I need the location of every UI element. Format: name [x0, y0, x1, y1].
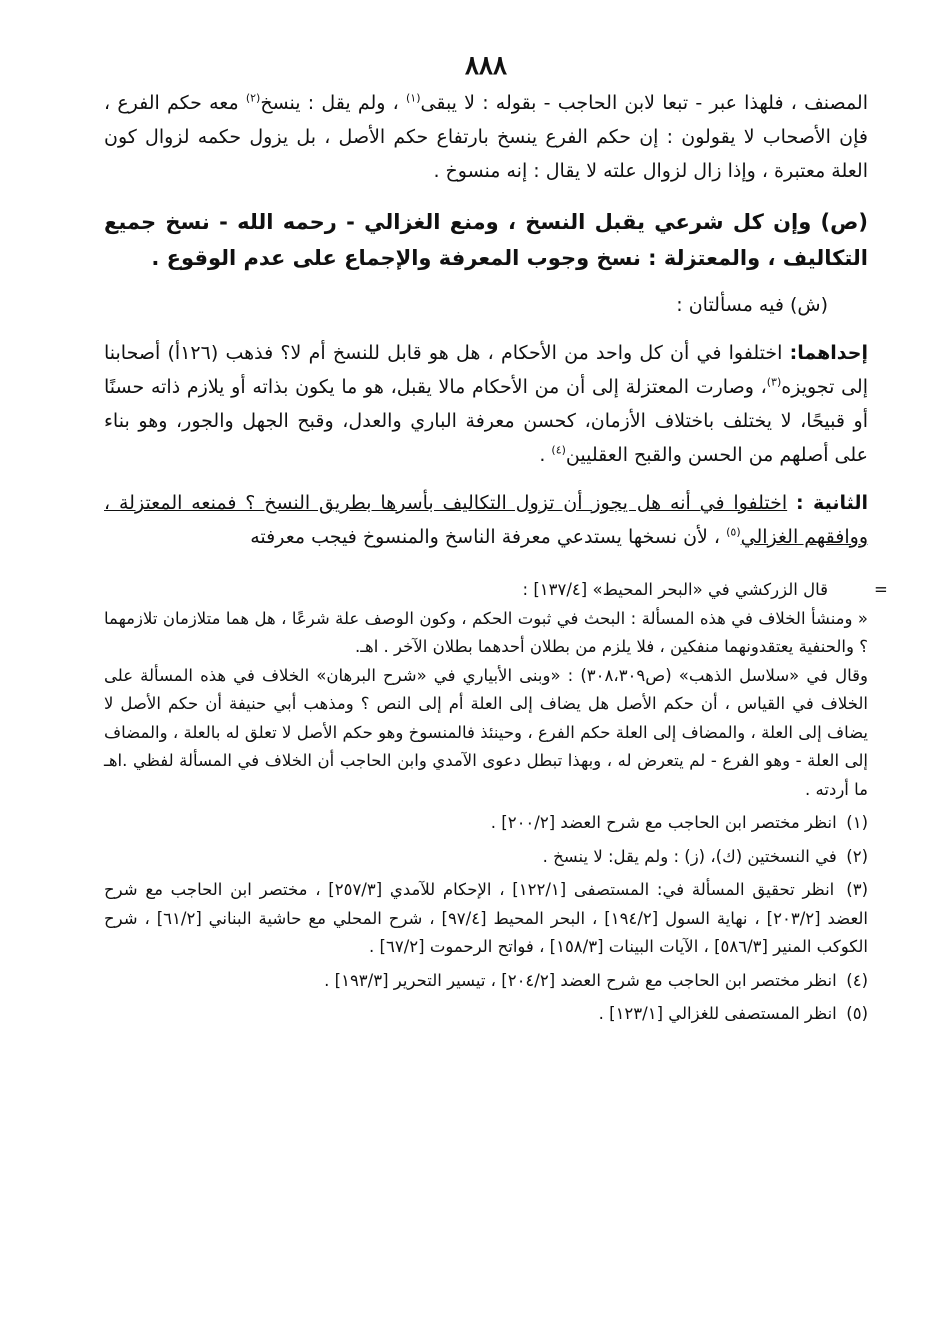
footnote-5: [104, 1000, 868, 1029]
intro-text-2: ، ولم يقل : ينسخ: [260, 92, 399, 114]
continued-footnote-quote-1: « ومنشأ الخلاف في هذه المسألة : البحث في ثبوت الحكم ، وكون الوصف علة شرعًا ، هل هما متلازمان تلازمهما ؟ والحنفية يعتقدونهما منفكين ، فلا يلزم من بطلان أحدهما بطلان الآخر . اهـ.: [104, 608, 868, 656]
footnote-text: انظر مختصر ابن الحاجب مع شرح العضد [٢٠٠/٢] .: [490, 813, 837, 832]
footnote-text: انظر المستصفى للغزالي [١٢٣/١] .: [598, 1004, 837, 1023]
continued-footnote-heading-line: [104, 576, 888, 605]
footnote-2: [104, 843, 868, 872]
footnote-1: [104, 809, 868, 838]
first-issue-text-1: اختلفوا في أن كل واحد من الأحكام ، هل هو قابل للنسخ أم لا؟ فذهب (١٢٦أ) أصحابنا إلى تجويزه: [104, 342, 868, 398]
sharh-heading: (ش) فيه مسألتان :: [676, 294, 828, 316]
footnote-ref-1: (١): [405, 91, 421, 105]
second-issue-label: الثانية :: [796, 492, 868, 514]
footnote-number: (٣): [846, 880, 869, 899]
intro-paragraph: [104, 86, 868, 188]
footnotes-section: [104, 576, 888, 1029]
footnote-ref-4: (٤): [551, 443, 566, 457]
footnote-number: (٥): [846, 1004, 868, 1023]
intro-text-1: المصنف ، فلهذا عبر - تبعا لابن الحاجب - بقوله : لا يبقى: [420, 92, 868, 114]
matn-text: (ص) وإن كل شرعي يقبل النسخ ، ومنع الغزالي - رحمه الله - نسخ جميع التكاليف ، والمعتزلة : نسخ وجوب المعرفة والإجماع على عدم الوقوع .: [104, 210, 868, 270]
footnote-text: انظر مختصر ابن الحاجب مع شرح العضد [٢٠٤/٢] ، تيسير التحرير [١٩٣/٣] .: [324, 970, 837, 990]
footnote-ref-5: (٥): [726, 525, 741, 539]
intro-text-3: معه حكم الفرع ، فإن الأصحاب لا يقولون : إن حكم الفرع ينسخ بارتفاع حكم الأصل ، بل يزول حكمه لزوال كون العلة معتبرة ، وإذا زال لزوال علته لا يقال : إنه منسوخ .: [104, 92, 868, 182]
continuation-marker: =: [874, 580, 888, 599]
footnote-number: (٢): [846, 846, 868, 866]
page-number: ٨٨٨: [465, 51, 507, 81]
footnote-ref-3: (٣): [766, 375, 782, 389]
first-issue-text-3: .: [539, 444, 546, 466]
footnote-ref-2: (٢): [245, 91, 261, 105]
first-issue-text-2: ، وصارت المعتزلة إلى أن من الأحكام مالا يقبل، هو ما يكون بذاته أو يلازم ذاته حسنًا أو قبيحًا، لا يختلف باختلاف الأزمان، كحسن معرفة الباري والعدل، وقبح الجهل والجور، وهو بناء على أصلهم من الحسن والقبح العقليين: [104, 376, 868, 466]
footnote-3: [104, 876, 868, 962]
first-issue-paragraph: [104, 336, 868, 472]
book-page: [104, 48, 888, 1029]
first-issue-label: إحداهما:: [789, 342, 868, 364]
footnote-number: (١): [846, 813, 868, 832]
footnote-number: (٤): [846, 970, 868, 990]
footnote-text: في النسختين (ك)، (ز) : ولم يقل: لا ينسخ .: [542, 846, 837, 866]
footnote-text: انظر تحقيق المسألة في: المستصفى [١٢٢/١] ، الإحكام للآمدي [٢٥٧/٣] ، مختصر ابن الحاجب مع شرح العضد [٢٠٣/٢] ، نهاية السول [١٩٤/٢] ، البحر المحيط [٩٧/٤] ، شرح المحلي مع حاشية البناني [٦١/٢] ، شرح الكوكب المنير [٥٨٦/٣] ، الآيات البينات [١٥٨/٣] ، فواتح الرحموت [٦٧/٢] .: [104, 880, 869, 956]
continued-footnote: [104, 576, 888, 804]
continued-footnote-heading: قال الزركشي في «البحر المحيط» [١٣٧/٤] :: [522, 580, 828, 599]
continued-footnote-quote-2: وقال في «سلاسل الذهب» (ص٣٠٨،٣٠٩) : «وبنى الأبياري في «شرح البرهان» الخلاف في هذه المسألة على الخلاف في القياس ، أن حكم الأصل هل يضاف إلى العلة أم إلى النص ؟ ومذهب أبي حنيفة أن حكم الأصل لا يضاف إلى العلة ، والمضاف إلى العلة حكم الفرع ، وحينئذ فالمنسوخ وهو حكم الأصل لا تعلق له بالعلة ، والمضاف إلى العلة - وهو الفرع - لم يتعرض له ، وبهذا تبطل دعوى الآمدي وابن الحاجب أن الخلاف في المسألة لفظي .اهـ ما أردته .: [104, 665, 868, 799]
second-issue-text-2: ، لأن نسخها يستدعي معرفة الناسخ والمنسوخ فيجب معرفته: [250, 526, 721, 548]
second-issue-text-1: اختلفوا في أنه هل يجوز أن تزول التكاليف بأسرها بطريق النسخ ؟ فمنعه المعتزلة ، ووافقهم الغزالي: [104, 492, 868, 548]
footnote-4: [104, 967, 868, 996]
second-issue-paragraph: [104, 486, 868, 554]
